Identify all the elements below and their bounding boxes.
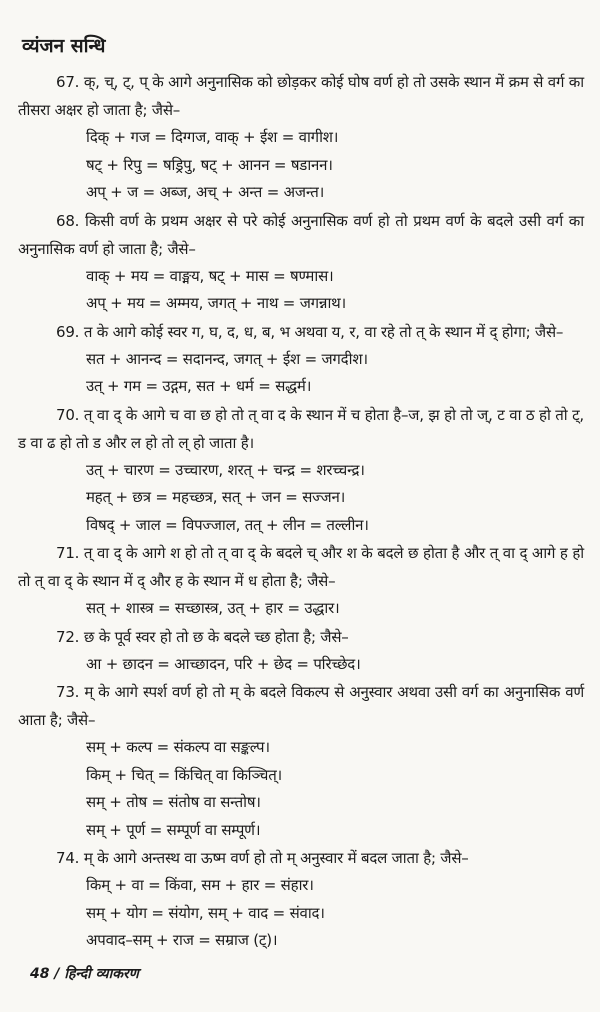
rule-text: 74. म् के आगे अन्तस्थ वा ऊष्म वर्ण हो तो म् अनुस्वार में बदल जाता है; जैसे–: [56, 849, 469, 867]
example-line: अप् + मय = अम्मय, जगत् + नाथ = जगन्नाथ।: [86, 294, 347, 312]
example-line: किम् + चित् = किंचित् वा किञ्चित्।: [86, 765, 283, 784]
example-line: अपवाद–सम् + राज = सम्राज (ट्)।: [86, 931, 278, 949]
rules-container: [18, 68, 584, 955]
example-line: सत् + शास्त्र = सच्छास्त्र, उत् + हार = उद्धार।: [86, 599, 340, 617]
example-line: आ + छादन = आच्छादन, परि + छेद = परिच्छेद।: [86, 654, 361, 673]
example-line: षट् + रिपु = षड्रिपु, षट् + आनन = षडानन।: [86, 155, 333, 174]
section-heading: व्यंजन सन्धि: [22, 35, 106, 57]
example-line: सम् + पूर्ण = सम्पूर्ण वा सम्पूर्ण।: [86, 820, 261, 839]
rule-text: 73. म् के आगे स्पर्श वर्ण हो तो म् के बदले विकल्प से अनुस्वार अथवा उसी वर्ग का अनुनासिक वर्ण आता है; जैसे–: [18, 683, 584, 729]
example-line: सम् + तोष = संतोष वा सन्तोष।: [86, 793, 261, 811]
example-line: किम् + वा = किंवा, सम + हार = संहार।: [86, 876, 314, 894]
rule-block: [18, 207, 584, 318]
page-footer: 48 / हिन्दी व्याकरण: [30, 966, 139, 982]
rule-text: 71. त् वा द् के आगे श हो तो त् वा द् के बदले च् और श के बदले छ होता है और त् वा द् आगे ह हो तो त् वा द् के स्थान में द् और ह के स्थान में ध होता है; जैसे–: [18, 544, 584, 590]
rule-text: 67. क्, च्, ट्, प् के आगे अनुनासिक को छोड़कर कोई घोष वर्ण हो तो उसके स्थान में क्रम से वर्ग का तीसरा अक्षर हो जाता है; जैसे–: [18, 73, 584, 119]
rule-block: [18, 401, 584, 540]
rule-block: [18, 623, 584, 679]
example-line: महत् + छत्र = महच्छत्र, सत् + जन = सज्जन।: [86, 488, 346, 506]
example-line: अप् + ज = अब्ज, अच् + अन्त = अजन्त।: [86, 183, 325, 201]
rule-text: 69. त के आगे कोई स्वर ग, घ, द, ध, ब, भ अथवा य, र, वा रहे तो त् के स्थान में द् होगा; जैसे–: [56, 322, 564, 341]
rule-text: 72. छ के पूर्व स्वर हो तो छ के बदले च्छ होता है; जैसे–: [56, 627, 349, 646]
rule-block: [18, 844, 584, 955]
rule-block: [18, 539, 584, 623]
example-line: वाक् + मय = वाङ्मय, षट् + मास = षण्मास।: [86, 266, 334, 285]
example-line: उत् + चारण = उच्चारण, शरत् + चन्द्र = शरच्चन्द्र।: [86, 460, 365, 479]
example-line: विषद् + जाल = विपज्जाल, तत् + लीन = तल्लीन।: [86, 515, 369, 534]
rule-block: [18, 68, 584, 207]
example-line: सम् + कल्प = संकल्प वा सङ्कल्प।: [86, 738, 270, 756]
example-line: उत् + गम = उद्गम, सत + धर्म = सद्धर्म।: [86, 377, 312, 395]
rule-block: [18, 678, 584, 844]
example-line: सत + आनन्द = सदानन्द, जगत् + ईश = जगदीश।: [86, 349, 368, 368]
rule-text: 70. त् वा द् के आगे च वा छ हो तो त् वा द के स्थान में च होता है–ज, झ हो तो ज्, ट वा ठ हो तो ट्, ड वा ढ हो तो ड और ल हो तो ल् हो जाता है।: [18, 405, 584, 452]
example-line: दिक् + गज = दिग्गज, वाक् + ईश = वागीश।: [86, 128, 339, 146]
rule-block: [18, 318, 584, 401]
example-line: सम् + योग = संयोग, सम् + वाद = संवाद।: [86, 903, 325, 922]
rule-text: 68. किसी वर्ण के प्रथम अक्षर से परे कोई अनुनासिक वर्ण हो तो प्रथम वर्ण के बदले उसी वर्ग का अनुनासिक वर्ण हो जाता है; जैसे–: [18, 211, 584, 258]
